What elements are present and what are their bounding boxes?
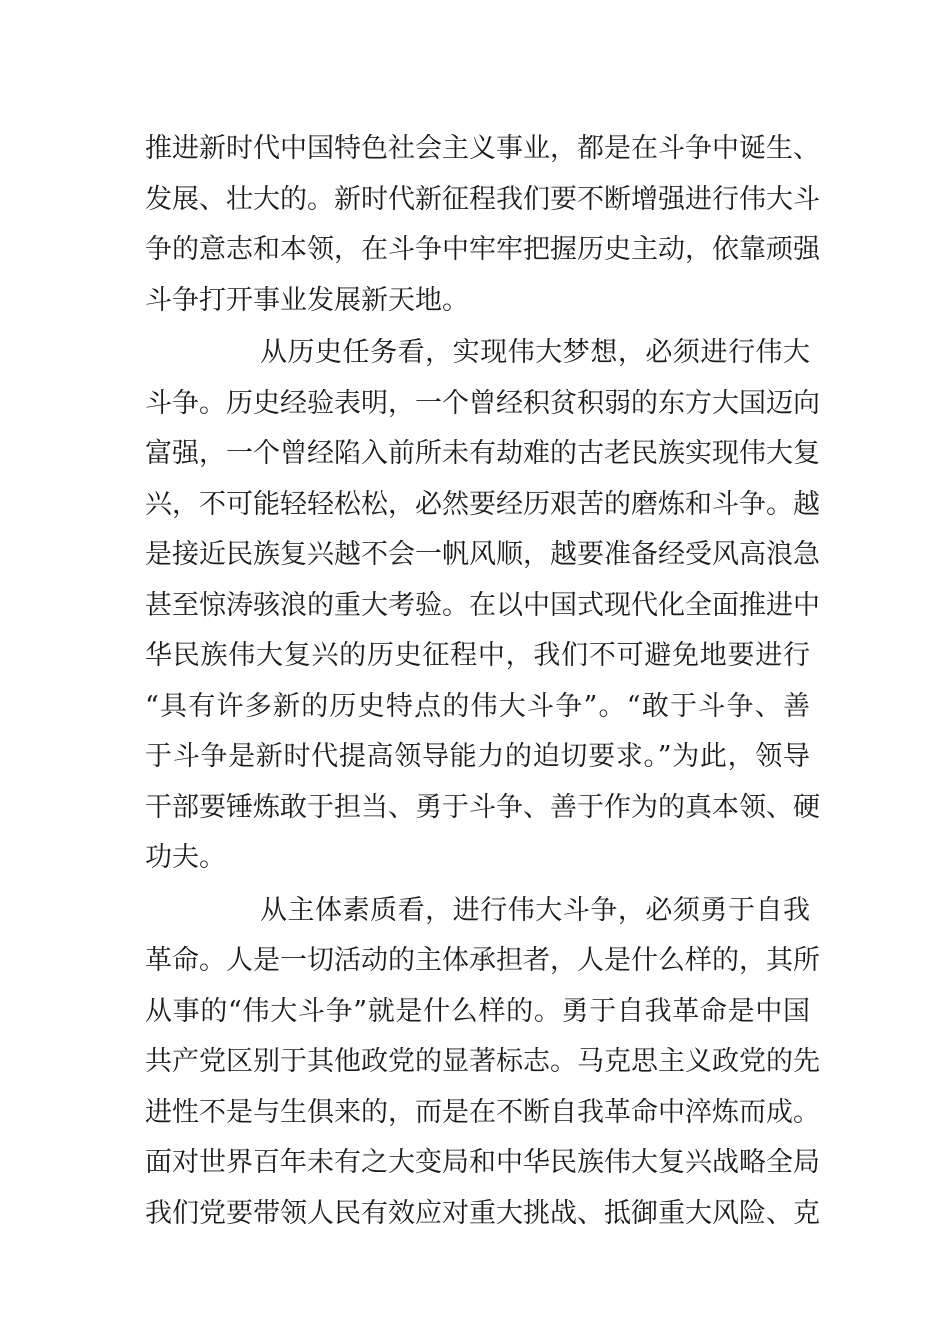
text-line: 我们党要带领人民有效应对重大挑战、抵御重大风险、克 <box>145 1197 820 1229</box>
text-line: 斗争。历史经验表明，一个曾经积贫积弱的东方大国迈向 <box>145 387 820 419</box>
text-line: 斗争打开事业发展新天地。 <box>145 284 469 316</box>
text-line: 革命。人是一切活动的主体承担者，人是什么样的，其所 <box>145 945 820 976</box>
paragraph-1 <box>145 124 820 326</box>
text-line: 推进新时代中国特色社会主义事业，都是在斗争中诞生、 <box>145 133 820 164</box>
text-line: 争的意志和本领，在斗争中牢牢把握历史主动，依靠顽强 <box>145 234 820 265</box>
text-line: 甚至惊涛骇浪的重大考验。在以中国式现代化全面推进中 <box>145 589 820 621</box>
text-line: 从主体素质看，进行伟大斗争，必须勇于自我 <box>260 894 810 926</box>
paragraph-2 <box>145 328 820 884</box>
text-line: 华民族伟大复兴的历史征程中，我们不可避免地要进行 <box>145 640 810 671</box>
paragraph-3 <box>145 886 820 1240</box>
text-line: 于斗争是新时代提高领导能力的迫切要求。”为此，领导 <box>145 741 810 772</box>
text-line: 兴，不可能轻轻松松，必然要经历艰苦的磨炼和斗争。越 <box>145 488 820 520</box>
text-line: 功夫。 <box>145 842 226 873</box>
text-line: 进性不是与生俱来的，而是在不断自我革命中淬炼而成。 <box>145 1096 820 1128</box>
text-line: 是接近民族复兴越不会一帆风顺，越要准备经受风高浪急 <box>145 539 820 570</box>
text-line: 从历史任务看，实现伟大梦想，必须进行伟大 <box>260 337 810 368</box>
text-line: 发展、壮大的。新时代新征程我们要不断增强进行伟大斗 <box>145 183 820 215</box>
text-line: 从事的“伟大斗争”就是什么样的。勇于自我革命是中国 <box>145 995 810 1027</box>
text-line: 富强，一个曾经陷入前所未有劫难的古老民族实现伟大复 <box>145 438 820 469</box>
text-line: 干部要锤炼敢于担当、勇于斗争、善于作为的真本领、硬 <box>145 791 820 823</box>
text-line: 面对世界百年未有之大变局和中华民族伟大复兴战略全局 <box>145 1147 820 1178</box>
text-line: “具有许多新的历史特点的伟大斗争”。“敢于斗争、善 <box>145 690 810 722</box>
body-text <box>145 124 820 1239</box>
text-line: 共产党区别于其他政党的显著标志。马克思主义政党的先 <box>145 1046 820 1077</box>
